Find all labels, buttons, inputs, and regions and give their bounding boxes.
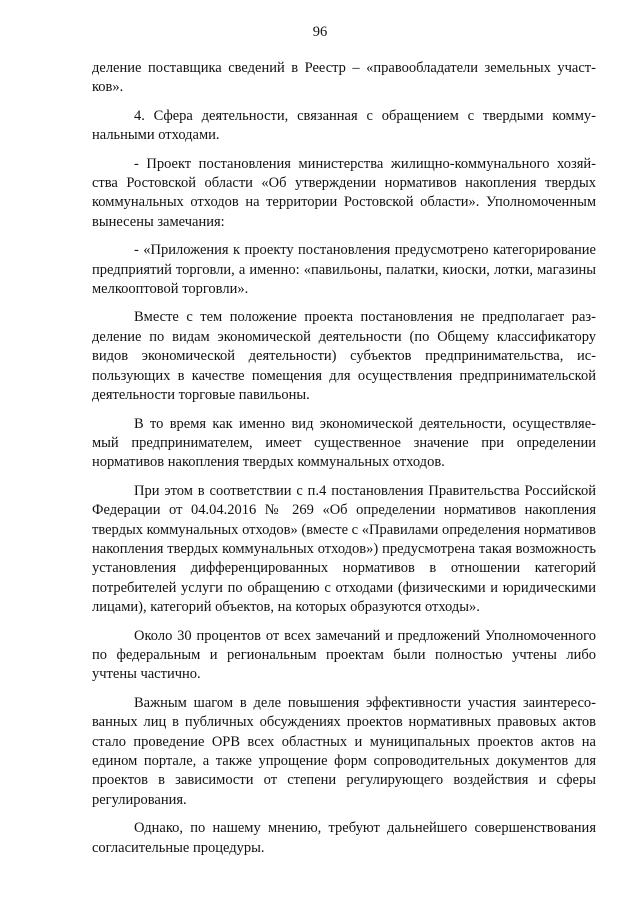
paragraph-7: При этом в соответствии с п.4 постановления Правительства Российской Федерации от 04.04.2016 № 269 «Об определении нормативов накопления твердых коммунальных отходов» (вместе с «Правилами определения нормативов накопления твердых коммунальных отходов») предусмотрена такая возможность установления дифференцированных нормативов в отношении категорий потребителей услуги по обращению с отходами (физическими и юридическими лицами), категорий объектов, на которых образуются отходы». [92, 482, 596, 616]
paragraph-10: Однако, по нашему мнению, требуют дальнейшего совершенствования согласительные процедуры. [92, 820, 596, 856]
paragraph-4: - «Приложения к проекту постановления предусмотрено категорирование предприятий торговли, а именно: «павильоны, палатки, киоски, лотки, магазины мелкооптовой торговли». [92, 242, 596, 298]
paragraph-6: В то время как именно вид экономической деятельности, осуществляемый предпринимателем, имеет существенное значение при определении нормативов накопления твердых коммунальных отходов. [92, 415, 596, 471]
paragraph-3: - Проект постановления министерства жилищно-коммунального хозяйства Ростовской области «Об утверждении нормативов накопления твердых коммунальных отходов на территории Ростовской области». Уполномоченным вынесены замечания: [92, 155, 596, 230]
paragraph-8: Около 30 процентов от всех замечаний и предложений Уполномоченного по федеральным и региональным проектам были полностью учтены либо учтены частично. [92, 627, 596, 683]
page-number: 96 [312, 24, 328, 40]
paragraph-1: деление поставщика сведений в Реестр – «правообладатели земельных участков». [92, 60, 596, 96]
paragraph-9: Важным шагом в деле повышения эффективности участия заинтересованных лиц в публичных обсуждениях проектов нормативных правовых актов стало проведение ОРВ всех областных и муниципальных проектов актов на едином портале, а также упрощение форм сопроводительных документов для проектов в зависимости от степени регулирующего воздействия и сферы регулирования. [92, 694, 596, 808]
paragraph-2: 4. Сфера деятельности, связанная с обращением с твердыми коммунальными отходами. [92, 107, 596, 144]
paragraph-5: Вместе с тем положение проекта постановления не предполагает разделение по видам экономической деятельности (по Общему классификатору видов экономической деятельности) субъектов предпринимательства, использующих в качестве помещения для осуществления предпринимательской деятельности торговые павильоны. [92, 309, 596, 404]
document-body [92, 59, 596, 867]
